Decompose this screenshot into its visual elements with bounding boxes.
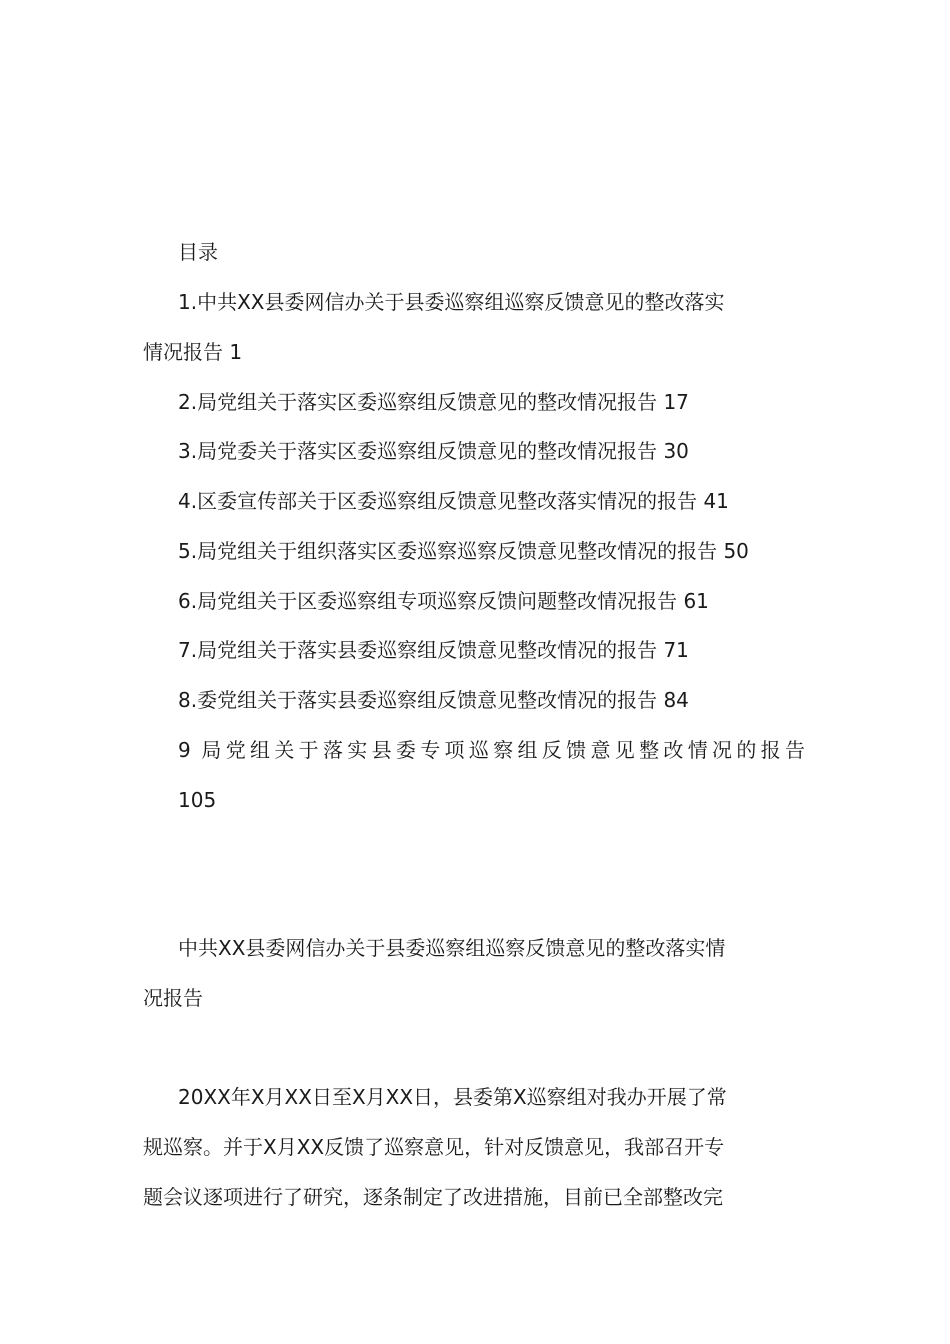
toc-item-3: 3.局党委关于落实区委巡察组反馈意见的整改情况报告 30 xyxy=(178,439,689,463)
toc-item-4: 4.区委宣传部关于区委巡察组反馈意见整改落实情况的报告 41 xyxy=(178,489,729,513)
article-body-line2: 规巡察。并于X月XX反馈了巡察意见，针对反馈意见，我部召开专 xyxy=(143,1135,725,1159)
article-body-line3: 题会议逐项进行了研究，逐条制定了改进措施，目前已全部整改完 xyxy=(143,1185,723,1209)
toc-item-1-line2: 情况报告 1 xyxy=(143,340,243,364)
article-title-line1: 中共XX县委网信办关于县委巡察组巡察反馈意见的整改落实情 xyxy=(178,936,726,960)
toc-item-1-line1: 1.中共XX县委网信办关于县委巡察组巡察反馈意见的整改落实 xyxy=(178,290,725,314)
toc-item-8: 8.委党组关于落实县委巡察组反馈意见整改情况的报告 84 xyxy=(178,688,689,712)
article-body-line1: 20XX年X月XX日至X月XX日，县委第X巡察组对我办开展了常 xyxy=(178,1085,727,1109)
article-title-line2: 况报告 xyxy=(143,986,203,1010)
toc-item-5: 5.局党组关于组织落实区委巡察巡察反馈意见整改情况的报告 50 xyxy=(178,539,749,563)
toc-item-9-line2: 105 xyxy=(178,788,217,812)
toc-heading: 目录 xyxy=(178,240,218,264)
toc-item-9-line1: 9 局党组关于落实县委专项巡察组反馈意见整改情况的报告 xyxy=(178,738,805,762)
toc-item-6: 6.局党组关于区委巡察组专项巡察反馈问题整改情况报告 61 xyxy=(178,589,709,613)
toc-item-7: 7.局党组关于落实县委巡察组反馈意见整改情况的报告 71 xyxy=(178,638,689,662)
toc-item-2: 2.局党组关于落实区委巡察组反馈意见的整改情况报告 17 xyxy=(178,390,689,414)
